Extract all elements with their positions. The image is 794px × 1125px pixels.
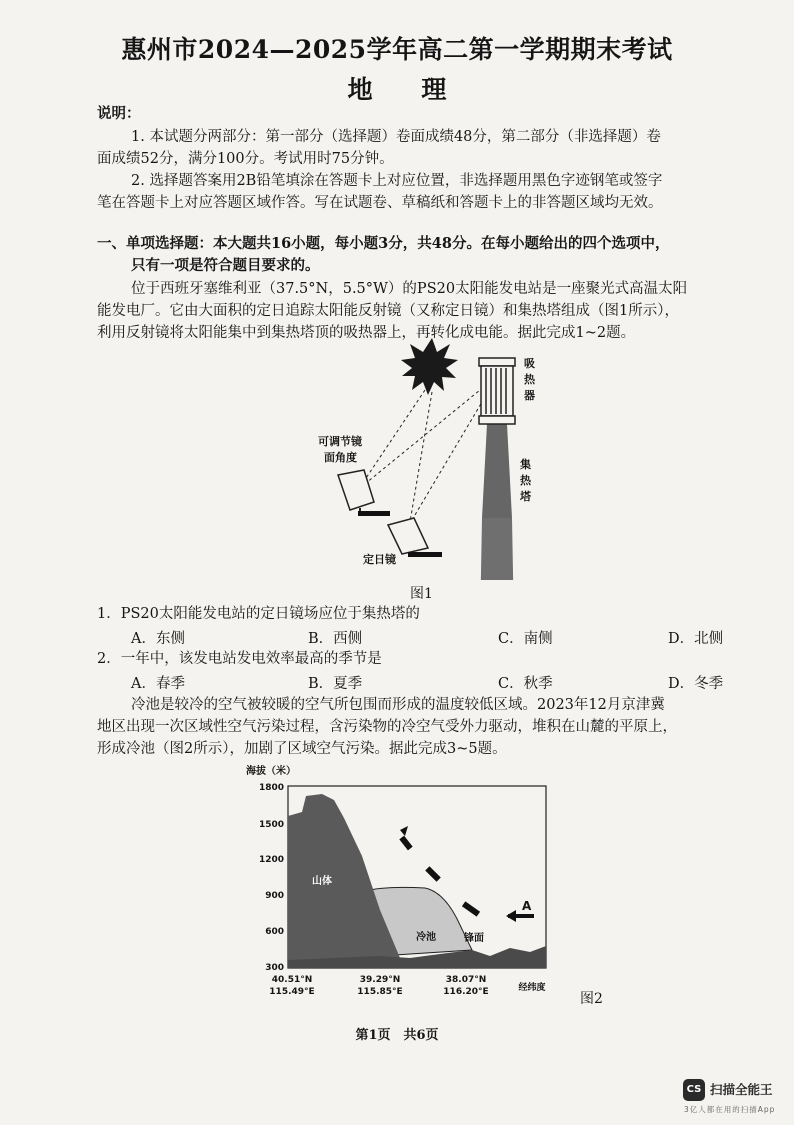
x-tick-3-lon: 116.20°E [443,987,489,997]
x-tick-3-lat: 38.07°N [445,975,487,985]
x-tick-1-lon: 115.49°E [269,987,315,997]
y-tick-1200: 1200 [258,855,284,865]
figure2-diagram [240,760,620,1010]
heat-tower [476,424,518,580]
x-tick-2-lat: 39.29°N [359,975,401,985]
y-tick-1500: 1500 [258,820,284,830]
subject-title: 地 理 [347,75,467,104]
label-front: 锋面 [464,933,484,944]
label-absorber-1: 吸 [524,357,535,370]
x-tick-2-lon: 115.85°E [357,987,403,997]
instruction-2b: 笔在答题卡上对应答题区域作答。写在试题卷、草稿纸和答题卡上的非答题区域均无效。 [97,195,663,211]
y-tick-600: 600 [265,927,284,937]
label-tower-1: 集 [520,458,531,471]
instruction-2a: 2. 选择题答案用2B铅笔填涂在答题卡上对应位置，非选择题用黑色字迹钢笔或签字 [131,173,663,189]
label-heliostat: 定日镜 [363,553,396,566]
y-tick-1800: 1800 [258,783,284,793]
sun-rays [358,390,482,522]
figure1-caption: 图1 [410,586,433,602]
page-footer: 第1页 共6页 [355,1028,439,1043]
camscanner-slogan: 3亿人都在用的扫描App [684,1105,776,1114]
passage1-line2: 能发电厂。它由大面积的定日追踪太阳能反射镜（又称定日镜）和集热塔组成（图1所示）， [97,303,679,319]
label-coldpool: 冷池 [416,932,436,943]
instructions-label: 说明： [97,105,141,122]
q1-stem: 1．PS20太阳能发电站的定日镜场应位于集热塔的 [97,606,420,622]
q2-option-c[interactable]: C．秋季 [498,676,553,692]
heliostat-mirror-2 [388,518,442,557]
passage1-line1: 位于西班牙塞维利亚（37.5°N，5.5°W）的PS20太阳能发电站是一座聚光式高温太阳 [131,281,688,297]
figure2-caption: 图2 [580,991,603,1007]
section-heading-a: 一、单项选择题：本大题共16小题，每小题3分，共48分。在每小题给出的四个选项中， [97,235,670,252]
label-mountain: 山体 [312,876,332,887]
x-tick-1-lat: 40.51°N [271,975,313,985]
label-absorber-3: 器 [524,389,535,402]
y-axis-title: 海拔（米） [246,766,296,777]
label-absorber-2: 热 [524,373,535,386]
label-adjustable-2: 面角度 [324,451,357,464]
q2-option-a[interactable]: A．春季 [131,676,185,692]
passage1-line3: 利用反射镜将太阳能集中到集热塔顶的吸热器上，再转化成电能。据此完成1~2题。 [97,325,636,341]
label-A: A [522,899,532,913]
label-tower-3: 塔 [520,490,531,503]
heat-absorber [479,358,515,424]
y-tick-900: 900 [265,891,284,901]
instruction-1b: 面成绩52分，满分100分。考试用时75分钟。 [97,151,394,167]
q1-option-b[interactable]: B．西侧 [308,631,363,647]
q2-option-b[interactable]: B．夏季 [308,676,363,692]
exam-title: 惠州市2024—2025学年高二第一学期期末考试 [121,35,673,64]
q2-option-d[interactable]: D．冬季 [668,676,724,692]
sun-icon [401,338,458,395]
passage2-line2: 地区出现一次区域性空气污染过程，含污染物的冷空气受外力驱动，堆积在山麓的平原上， [97,719,677,735]
camscanner-name: 扫描全能王 [710,1082,773,1097]
instruction-1a: 1. 本试题分两部分：第一部分（选择题）卷面成绩48分，第二部分（非选择题）卷 [131,129,661,145]
label-adjustable-1: 可调节镜 [318,435,362,448]
label-tower-2: 热 [520,474,531,487]
x-axis-title: 经纬度 [518,983,546,993]
q1-option-d[interactable]: D．北侧 [668,631,724,647]
q2-stem: 2．一年中，该发电站发电效率最高的季节是 [97,651,382,667]
camscanner-logo-icon: CS [683,1079,705,1101]
passage2-line3: 形成冷池（图2所示），加剧了区域空气污染。据此完成3~5题。 [97,741,507,757]
figure1-diagram [300,330,560,580]
q1-option-c[interactable]: C．南侧 [498,631,553,647]
q1-option-a[interactable]: A．东侧 [131,631,185,647]
y-tick-300: 300 [265,963,284,973]
heliostat-mirror-1 [338,470,390,516]
section-heading-b: 只有一项是符合题目要求的。 [131,257,320,274]
passage2-line1: 冷池是较冷的空气被较暖的空气所包围而形成的温度较低区域。2023年12月京津冀 [131,697,665,713]
